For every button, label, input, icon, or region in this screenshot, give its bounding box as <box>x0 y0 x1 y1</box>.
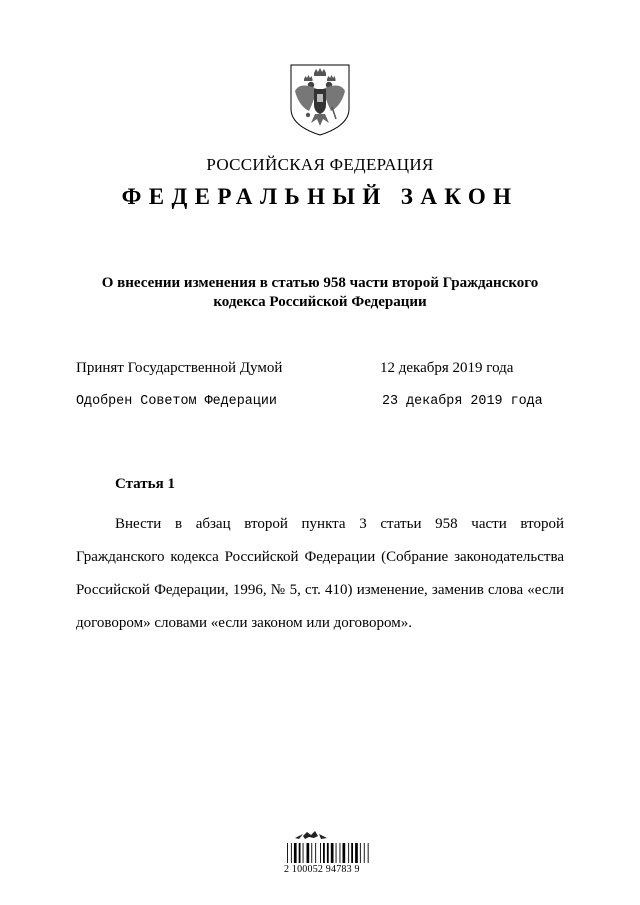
law-title-line-1: О внесении изменения в статью 958 части второй Гражданского <box>101 275 539 291</box>
council-approval-date: 23 декабря 2019 года <box>382 394 543 409</box>
council-approval-label: Одобрен Советом Федерации <box>76 394 277 409</box>
country-name: РОССИЙСКАЯ ФЕДЕРАЦИЯ <box>206 155 434 174</box>
article-heading: Статья 1 <box>115 476 175 492</box>
barcode-icon <box>283 828 373 898</box>
council-approval-row <box>76 394 576 414</box>
duma-adoption-row <box>76 360 576 380</box>
law-title <box>60 274 580 312</box>
law-title-line-2: кодекса Российской Федерации <box>213 294 427 310</box>
duma-adoption-label: Принят Государственной Думой <box>76 360 283 376</box>
duma-adoption-date: 12 декабря 2019 года <box>380 360 514 376</box>
barcode-number: 2 100052 94783 9 <box>284 864 360 875</box>
russian-coat-of-arms-icon <box>287 63 353 137</box>
article-text: Внести в абзац второй пункта 3 статьи 958 части второй Гражданского кодекса Российской Федерации (Собрание законодательства Российской Федерации, 1996, № 5, ст. 410) изменение, заменив слова «если договором» словами «если законом или договором». <box>76 516 564 631</box>
document-type: ФЕДЕРАЛЬНЫЙ ЗАКОН <box>121 184 519 209</box>
